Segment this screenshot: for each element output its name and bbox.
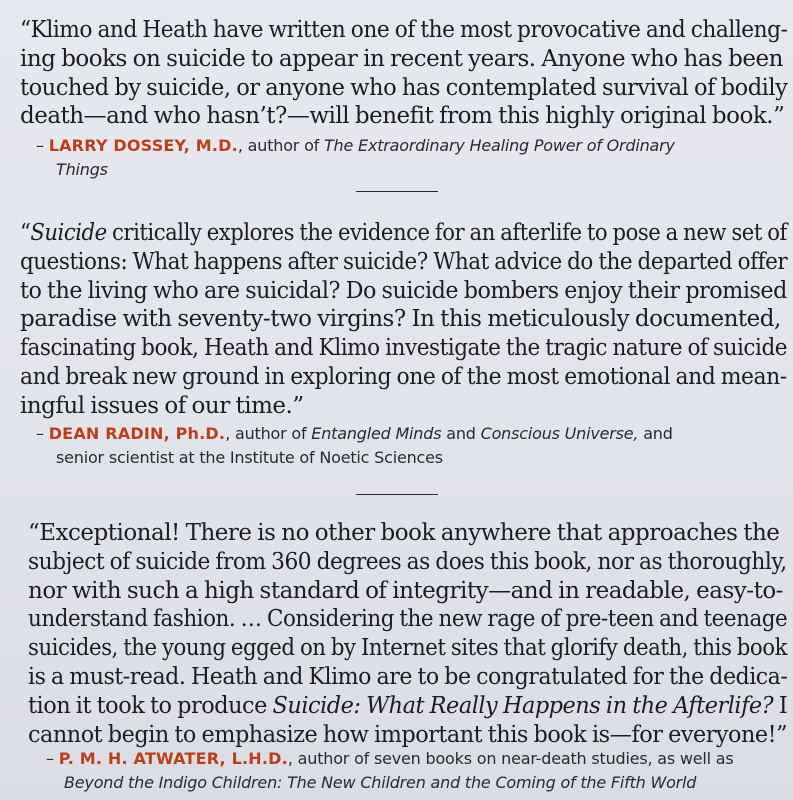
testimonial-attribution-2 [36,422,673,470]
quote-line: critically explores the evidence for an afterlife to pose a new set of [106,220,787,246]
quote-line: to the living who are suicidal? Do suicide bombers enjoy their promised [20,277,787,304]
testimonial-quote-3 [28,519,793,749]
attribution-dash: – [46,749,54,768]
quote-line: touched by suicide, or anyone who has contemplated survival of bodily [20,74,788,101]
quote-line: tion it took to produce [28,692,273,719]
testimonial-attribution-1 [36,134,675,182]
quote-line: “Exceptional! There is no other book anywhere that approaches the [28,520,780,546]
open-quote-mark: “ [20,220,31,246]
conjunction: and [638,424,673,443]
quote-line: death—and who hasn’t?—will benefit from this highly original book.” [20,103,785,130]
quote-line: paradise with seventy-two virgins? In this meticulously documented, [20,306,781,333]
book-title-continued: Things [56,160,108,179]
quote-line: is a must-read. Heath and Klimo are to be congratulated for the dedica- [28,663,788,690]
quote-line: cannot begin to emphasize how important this book is—for everyone!” [28,721,788,748]
book-title: Suicide [30,220,107,246]
quote-line: and break new ground in exploring one of the most emotional and mean- [20,363,787,390]
testimonial-quote-1 [20,16,793,131]
conjunction: and [441,424,481,443]
author-suffix: , author of seven books on near-death studies, as well as [287,749,734,768]
author-suffix: , author of [225,424,312,443]
attribution-dash: – [36,136,44,155]
quote-line: fascinating book, Heath and Klimo investigate the tragic nature of suicide [20,335,788,362]
book-title: Entangled Minds [311,424,442,443]
quote-line: questions: What happens after suicide? What advice do the departed offer [20,248,788,275]
quote-line: suicides, the young egged on by Internet sites that glorify death, this book [28,635,788,662]
book-title: Conscious Universe, [480,424,639,443]
author-suffix: , author of [237,136,324,155]
quote-line: subject of suicide from 360 degrees as does this book, nor as thoroughly, [28,548,787,575]
author-name: LARRY DOSSEY, M.D. [48,136,238,155]
book-title: The Extraordinary Healing Power of Ordinary [323,136,675,155]
testimonial-quote-2 [20,219,793,421]
quote-line: I [773,692,788,719]
author-name: DEAN RADIN, Ph.D. [48,424,226,443]
quote-line: ingful issues of our time.” [20,392,304,419]
book-title: Suicide: What Really Happens in the Afterlife? [272,692,774,719]
testimonial-attribution-3 [46,747,734,795]
author-role: senior scientist at the Institute of Noetic Sciences [56,448,443,467]
quote-line: “Klimo and Heath have written one of the most provocative and challeng- [20,17,788,43]
section-divider [356,494,438,495]
author-name: P. M. H. ATWATER, L.H.D. [58,749,288,768]
section-divider [356,191,438,192]
book-title: Beyond the Indigo Children: The New Children and the Coming of the Fifth World [64,773,697,792]
quote-line: ing books on suicide to appear in recent years. Anyone who has been [20,45,783,72]
quote-line: nor with such a high standard of integrity—and in readable, easy-to- [28,577,783,604]
attribution-dash: – [36,424,44,443]
quote-line: understand fashion. … Considering the new rage of pre-teen and teenage [28,606,788,633]
